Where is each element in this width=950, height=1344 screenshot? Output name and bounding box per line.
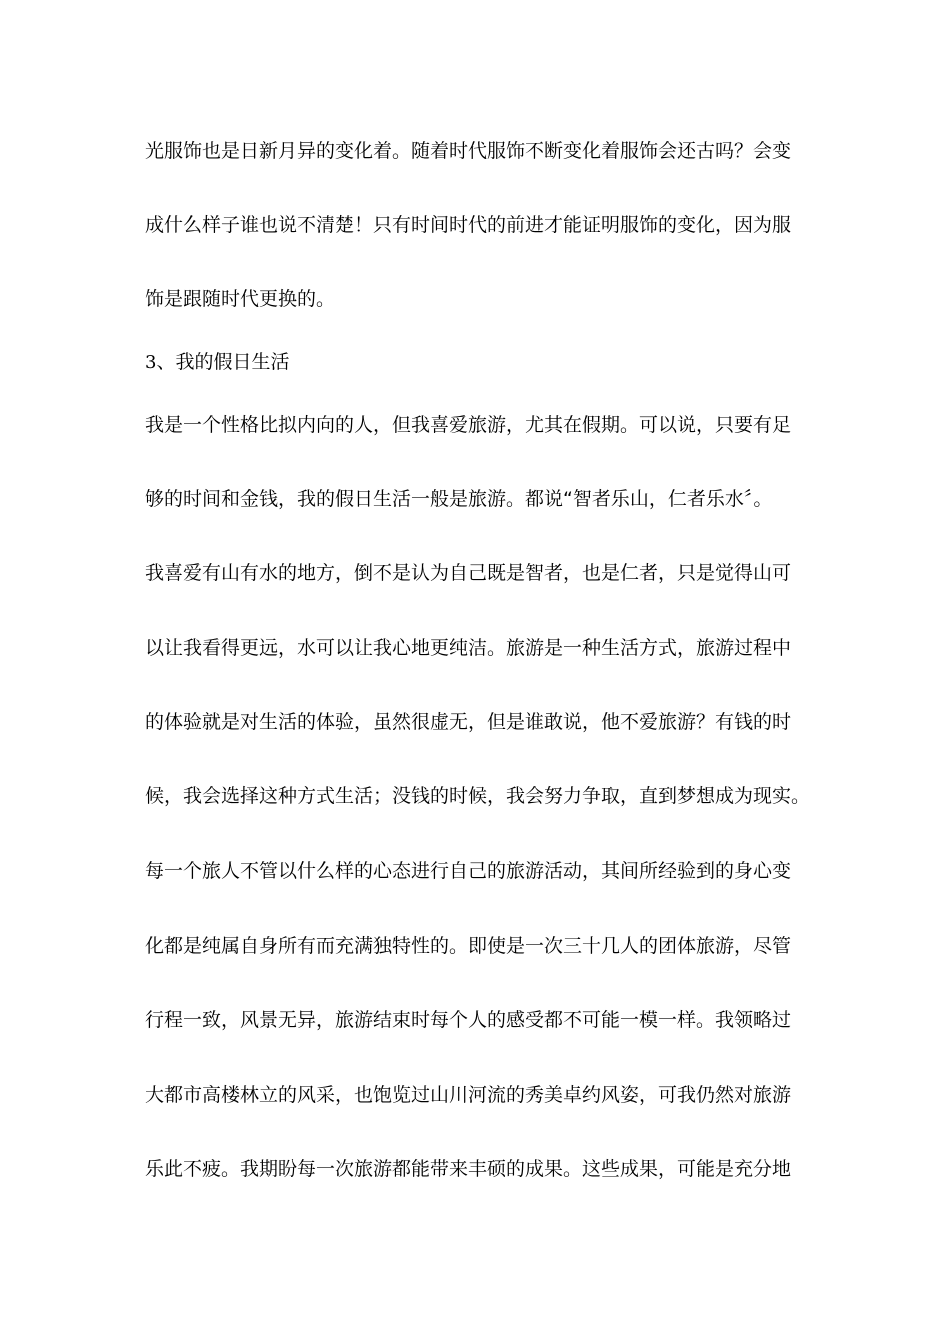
paragraph-line-4: 以让我看得更远，水可以让我心地更纯洁。旅游是一种生活方式，旅游过程中 <box>145 637 792 659</box>
paragraph-line-3: 我喜爱有山有水的地方，倒不是认为自己既是智者，也是仁者，只是觉得山可 <box>145 562 792 584</box>
paragraph-line-9: 行程一致，风景无异，旅游结束时每个人的感受都不可能一模一样。我领略过 <box>145 1009 792 1031</box>
paragraph-line-1: 我是一个性格比拟内向的人，但我喜爱旅游，尤其在假期。可以说，只要有足 <box>145 414 792 436</box>
section-title: 、我的假日生活 <box>156 351 290 373</box>
paragraph-line-11: 乐此不疲。我期盼每一次旅游都能带来丰硕的成果。这些成果，可能是充分地 <box>145 1158 792 1180</box>
continuation-line-2: 成什么样子谁也说不清楚！只有时间时代的前进才能证明服饰的变化，因为服 <box>145 214 792 236</box>
paragraph-line-5: 的体验就是对生活的体验，虽然很虚无，但是谁敢说，他不爱旅游？有钱的时 <box>145 711 792 733</box>
paragraph-line-10: 大都市高楼林立的风采，也饱览过山川河流的秀美卓约风姿，可我仍然对旅游 <box>145 1084 792 1106</box>
paragraph-line-2: 够的时间和金钱，我的假日生活一般是旅游。都说“智者乐山，仁者乐水〞。 <box>145 488 773 510</box>
paragraph-line-6: 候，我会选择这种方式生活；没钱的时候，我会努力争取，直到梦想成为现实。 <box>145 785 811 807</box>
paragraph-line-8: 化都是纯属自身所有而充满独特性的。即使是一次三十几人的团体旅游，尽管 <box>145 935 792 957</box>
continuation-line-3: 饰是跟随时代更换的。 <box>145 288 336 310</box>
paragraph-line-7: 每一个旅人不管以什么样的心态进行自己的旅游活动，其间所经验到的身心变 <box>145 860 792 882</box>
section-number: 3 <box>145 352 157 373</box>
section-heading <box>145 348 825 377</box>
continuation-line-1: 光服饰也是日新月异的变化着。随着时代服饰不断变化着服饰会还古吗？会变 <box>145 140 792 162</box>
